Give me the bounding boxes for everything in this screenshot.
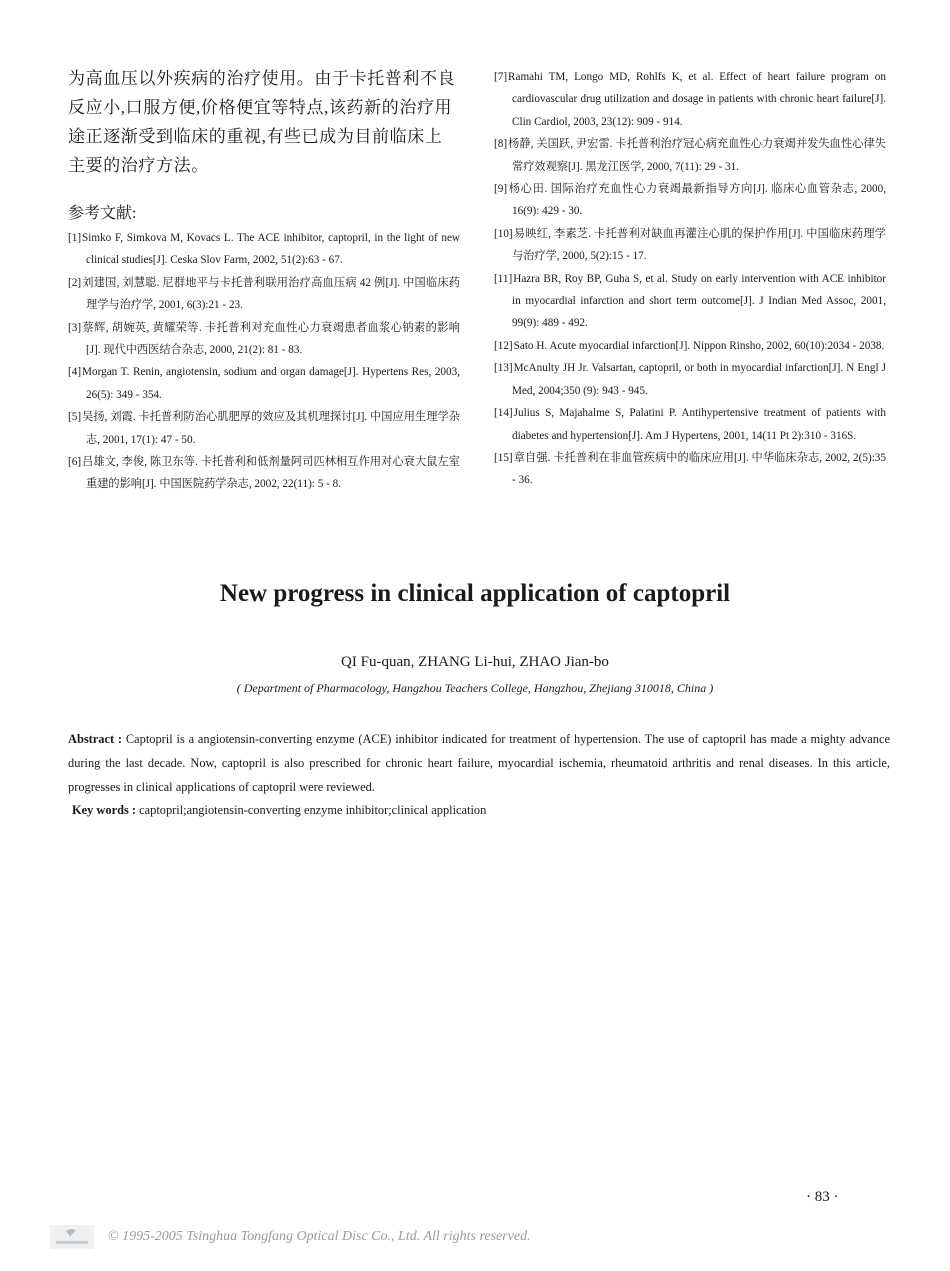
authors: QI Fu-quan, ZHANG Li-hui, ZHAO Jian-bo (341, 654, 609, 670)
reference-text: 蔡辉, 胡婉英, 黄耀荣等. 卡托普利对充血性心力衰竭患者血浆心钠素的影响[J]. 现代中西医结合杂志, 2000, 21(2): 81 - 83. (82, 321, 460, 357)
reference-number: [1] (68, 232, 82, 244)
keywords (72, 799, 890, 821)
reference-item (68, 451, 460, 496)
english-title: New progress in clinical application of captopril (219, 580, 731, 607)
reference-number: [10] (494, 227, 513, 240)
reference-number: [3] (68, 321, 82, 334)
reference-text: 刘建国, 刘慧聪. 尼群地平与卡托普利联用治疗高血压病 42 例[J]. 中国临床药理学与治疗学, 2001, 6(3):21 - 23. (82, 276, 460, 312)
reference-item (68, 317, 460, 362)
publisher-logo-icon (50, 1225, 94, 1249)
reference-text: 章自强. 卡托普利在非血管疾病中的临床应用[J]. 中华临床杂志, 2002, 2(5):35 - 36. (512, 451, 886, 487)
reference-number: [13] (494, 362, 513, 375)
reference-item (494, 223, 886, 268)
reference-number: [12] (494, 339, 513, 352)
reference-item (494, 447, 886, 492)
reference-number: [7] (494, 71, 508, 83)
reference-text: 杨心田. 国际治疗充血性心力衰竭最新指导方向[J]. 临床心血管杂志, 2000, 16(9): 429 - 30. (508, 183, 886, 218)
reference-text: McAnulty JH Jr. Valsartan, captopril, or both in myocardial infarction[J]. N Engl J Med, 2004;350 (9): 943 - 945. (512, 362, 886, 397)
reference-text: 易映红, 李素芝. 卡托普利对缺血再灌注心肌的保护作用[J]. 中国临床药理学与治疗学, 2000, 5(2):15 - 17. (512, 227, 886, 263)
reference-text: Simko F, Simkova M, Kovacs L. The ACE inhibitor, captopril, in the light of new clinical studies[J]. Ceska Slov Farm, 2002, 51(2):63 - 67. (82, 232, 460, 267)
reference-text: Hazra BR, Roy BP, Guha S, et al. Study on early intervention with ACE inhibitor in myocardial infarction and short term outcome[J]. J Indian Med Assoc, 2001, 99(9): 489 - 492. (512, 272, 886, 330)
reference-text: 杨静, 关国跃, 尹宏雷. 卡托普利治疗冠心病充血性心力衰竭并发失血性心律失常疗效观察[J]. 黑龙江医学, 2000, 7(11): 29 - 31. (508, 138, 886, 173)
body-paragraph: 为高血压以外疾病的治疗使用。由于卡托普利不良反应小,口服方便,价格便宜等特点,该药新的治疗用途正逐渐受到临床的重视,有些已成为目前临床上主要的治疗方法。 (68, 69, 456, 175)
reference-text: Julius S, Majahalme S, Palatini P. Antihypertensive treatment of patients with diabetes and hypertension[J]. Am J Hypertens, 2001, 14(11 Pt 2):310 - 316S. (512, 407, 886, 442)
reference-item (68, 272, 460, 317)
reference-number: [6] (68, 456, 82, 469)
reference-item (68, 406, 460, 451)
affiliation: ( Department of Pharmacology, Hangzhou Teachers College, Hangzhou, Zhejiang 310018, China ) (236, 681, 714, 695)
abstract-label: Abstract : (68, 732, 123, 746)
reference-number: [15] (494, 451, 513, 464)
reference-item (494, 357, 886, 402)
reference-number: [8] (494, 138, 508, 151)
references-heading: 参考文献: (68, 205, 137, 222)
keywords-label: Key words : (72, 803, 137, 817)
reference-list-right (494, 66, 886, 492)
reference-text: Ramahi TM, Longo MD, Rohlfs K, et al. Effect of heart failure program on cardiovascular drug utilization and dosage in patients with chronic heart failure[J]. Clin Cardiol, 2003, 23(12): 909 - 914. (508, 71, 886, 128)
reference-text: Sato H. Acute myocardial infarction[J]. Nippon Rinsho, 2002, 60(10):2034 - 2038. (513, 339, 885, 352)
reference-item (494, 133, 886, 178)
reference-number: [2] (68, 276, 82, 289)
reference-list-left (68, 227, 460, 496)
page-number: · 83 · (806, 1189, 839, 1205)
reference-number: [14] (494, 407, 513, 420)
reference-text: 吕雄文, 李俊, 陈卫东等. 卡托普利和低剂量阿司匹林相互作用对心衰大鼠左室重建的影响[J]. 中国医院药学杂志, 2002, 22(11): 5 - 8. (82, 456, 460, 491)
reference-text: 吴扬, 刘霞. 卡托普利防治心肌肥厚的效应及其机理探讨[J]. 中国应用生理学杂志, 2001, 17(1): 47 - 50. (82, 411, 460, 446)
reference-text: Morgan T. Renin, angiotensin, sodium and organ damage[J]. Hypertens Res, 2003, 26(5): 349 - 354. (82, 366, 460, 401)
reference-item (494, 335, 886, 357)
reference-item (494, 268, 886, 335)
copyright-notice: © 1995-2005 Tsinghua Tongfang Optical Disc Co., Ltd. All rights reserved. (108, 1229, 531, 1244)
abstract-text: Captopril is a angiotensin-converting enzyme (ACE) inhibitor indicated for treatment of hypertension. The use of captopril has made a mighty advance during the last decade. Now, captopril is also prescribed for chronic heart failure, myocardial ischemia, rheumatoid arthritis and renal diseases. In this article, progresses in clinical applications of captopril were reviewed. (68, 732, 890, 794)
reference-number: [9] (494, 183, 508, 196)
reference-item (494, 402, 886, 447)
reference-item (494, 178, 886, 223)
reference-item (494, 66, 886, 133)
reference-number: [5] (68, 411, 82, 424)
reference-item (68, 227, 460, 272)
reference-item (68, 361, 460, 406)
reference-number: [4] (68, 366, 82, 379)
keywords-text: captopril;angiotensin-converting enzyme inhibitor;clinical application (139, 803, 487, 817)
reference-number: [11] (494, 272, 513, 285)
abstract (68, 727, 890, 799)
